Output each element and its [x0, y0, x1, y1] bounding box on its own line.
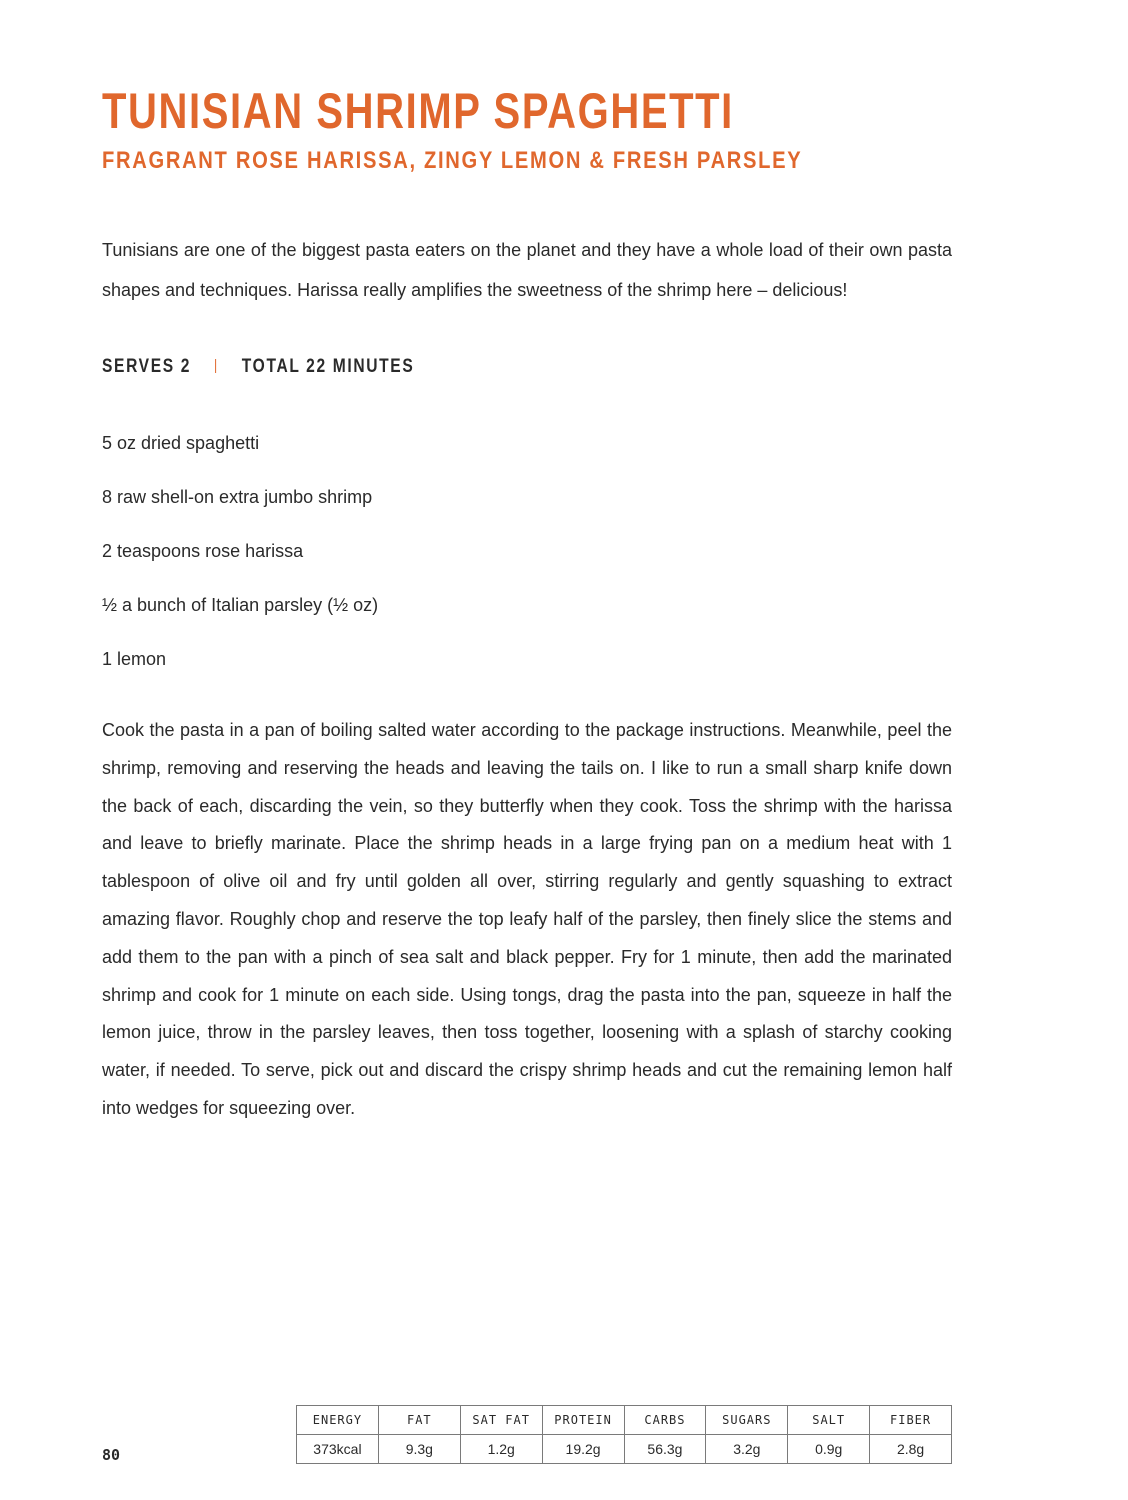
recipe-meta: [102, 356, 414, 378]
nutrition-header-row: [297, 1406, 952, 1435]
nutrition-header-sugars: SUGARS: [706, 1406, 788, 1435]
recipe-method: Cook the pasta in a pan of boiling salted water according to the package instructions. Meanwhile, peel the shrimp, removing and reserving the heads and leaving the tails on. I like to run a small sharp knife down the back of each, discarding the vein, so they butterfly when they cook. Toss the shrimp with the harissa and leave to briefly marinate. Place the shrimp heads in a large frying pan on a medium heat with 1 tablespoon of olive oil and fry until golden all over, stirring regularly and gently squashing to extract amazing flavor. Roughly chop and reserve the top leafy half of the parsley, then finely slice the stems and add them to the pan with a pinch of sea salt and black pepper. Fry for 1 minute, then add the marinated shrimp and cook for 1 minute on each side. Using tongs, drag the pasta into the pan, squeeze in half the lemon juice, throw in the parsley leaves, then toss together, loosening with a splash of starchy cooking water, if needed. To serve, pick out and discard the crispy shrimp heads and cut the remaining lemon half into wedges for squeezing over.: [102, 720, 952, 1118]
nutrition-value-row: [297, 1435, 952, 1464]
nutrition-value-sat-fat: 1.2g: [460, 1435, 542, 1464]
meta-separator: |: [214, 357, 219, 374]
serves-label: SERVES 2: [102, 356, 192, 377]
nutrition-header-salt: SALT: [788, 1406, 870, 1435]
nutrition-header-energy: ENERGY: [297, 1406, 379, 1435]
ingredient-item: 2 teaspoons rose harissa: [102, 541, 304, 561]
ingredient-item: ½ a bunch of Italian parsley (½ oz): [102, 595, 379, 615]
nutrition-value-sugars: 3.2g: [706, 1435, 788, 1464]
ingredient-item: 8 raw shell-on extra jumbo shrimp: [102, 487, 373, 507]
nutrition-value-fiber: 2.8g: [870, 1435, 952, 1464]
nutrition-header-protein: PROTEIN: [542, 1406, 624, 1435]
nutrition-value-energy: 373kcal: [297, 1435, 379, 1464]
nutrition-header-fat: FAT: [378, 1406, 460, 1435]
recipe-intro: Tunisians are one of the biggest pasta eaters on the planet and they have a whole load of their own pasta shapes and techniques. Harissa really amplifies the sweetness of the shrimp here – delicious!: [102, 240, 952, 300]
nutrition-value-salt: 0.9g: [788, 1435, 870, 1464]
recipe-title: TUNISIAN SHRIMP SPAGHETTI: [102, 83, 734, 139]
page-number: 80: [102, 1446, 121, 1464]
nutrition-value-fat: 9.3g: [378, 1435, 460, 1464]
total-time-label: TOTAL 22 MINUTES: [241, 356, 415, 377]
recipe-subtitle: FRAGRANT ROSE HARISSA, ZINGY LEMON & FRESH PARSLEY: [102, 147, 803, 174]
ingredient-item: 1 lemon: [102, 649, 167, 669]
ingredient-list: [102, 431, 378, 701]
ingredient-item: 5 oz dried spaghetti: [102, 433, 260, 453]
nutrition-header-fiber: FIBER: [870, 1406, 952, 1435]
nutrition-header-carbs: CARBS: [624, 1406, 706, 1435]
nutrition-header-sat-fat: SAT FAT: [460, 1406, 542, 1435]
nutrition-table: [296, 1405, 952, 1464]
nutrition-value-protein: 19.2g: [542, 1435, 624, 1464]
nutrition-value-carbs: 56.3g: [624, 1435, 706, 1464]
